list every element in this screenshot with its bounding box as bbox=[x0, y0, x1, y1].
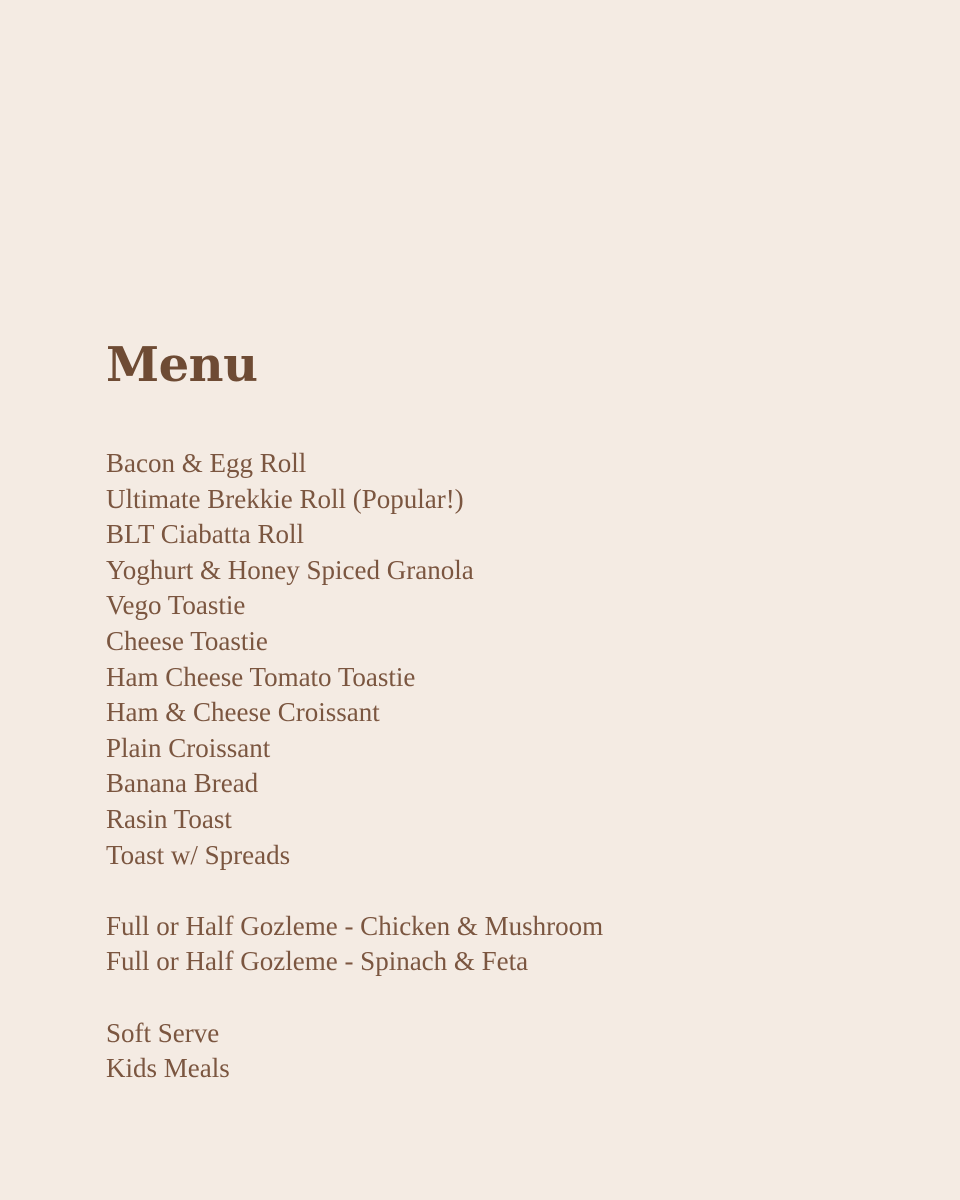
menu-item: Ham & Cheese Croissant bbox=[106, 697, 380, 728]
menu-item: BLT Ciabatta Roll bbox=[106, 519, 305, 550]
menu-item: Cheese Toastie bbox=[106, 625, 268, 656]
menu-item: Plain Croissant bbox=[106, 732, 271, 763]
menu-item: Ultimate Brekkie Roll (Popular!) bbox=[106, 483, 464, 514]
menu-item: Soft Serve bbox=[106, 1017, 220, 1048]
menu-item: Toast w/ Spreads bbox=[106, 839, 291, 870]
menu-item: Kids Meals bbox=[106, 1053, 230, 1084]
menu-item: Full or Half Gozleme - Spinach & Feta bbox=[106, 946, 529, 977]
menu-item: Vego Toastie bbox=[106, 590, 246, 621]
menu-item: Rasin Toast bbox=[106, 803, 232, 834]
menu-title: Menu bbox=[106, 337, 258, 393]
menu-item: Full or Half Gozleme - Chicken & Mushroom bbox=[106, 910, 604, 941]
menu-item: Ham Cheese Tomato Toastie bbox=[106, 661, 416, 692]
menu-list bbox=[106, 446, 603, 1087]
menu-item: Bacon & Egg Roll bbox=[106, 448, 307, 478]
menu-item: Banana Bread bbox=[106, 768, 259, 799]
menu-item: Yoghurt & Honey Spiced Granola bbox=[106, 554, 474, 585]
